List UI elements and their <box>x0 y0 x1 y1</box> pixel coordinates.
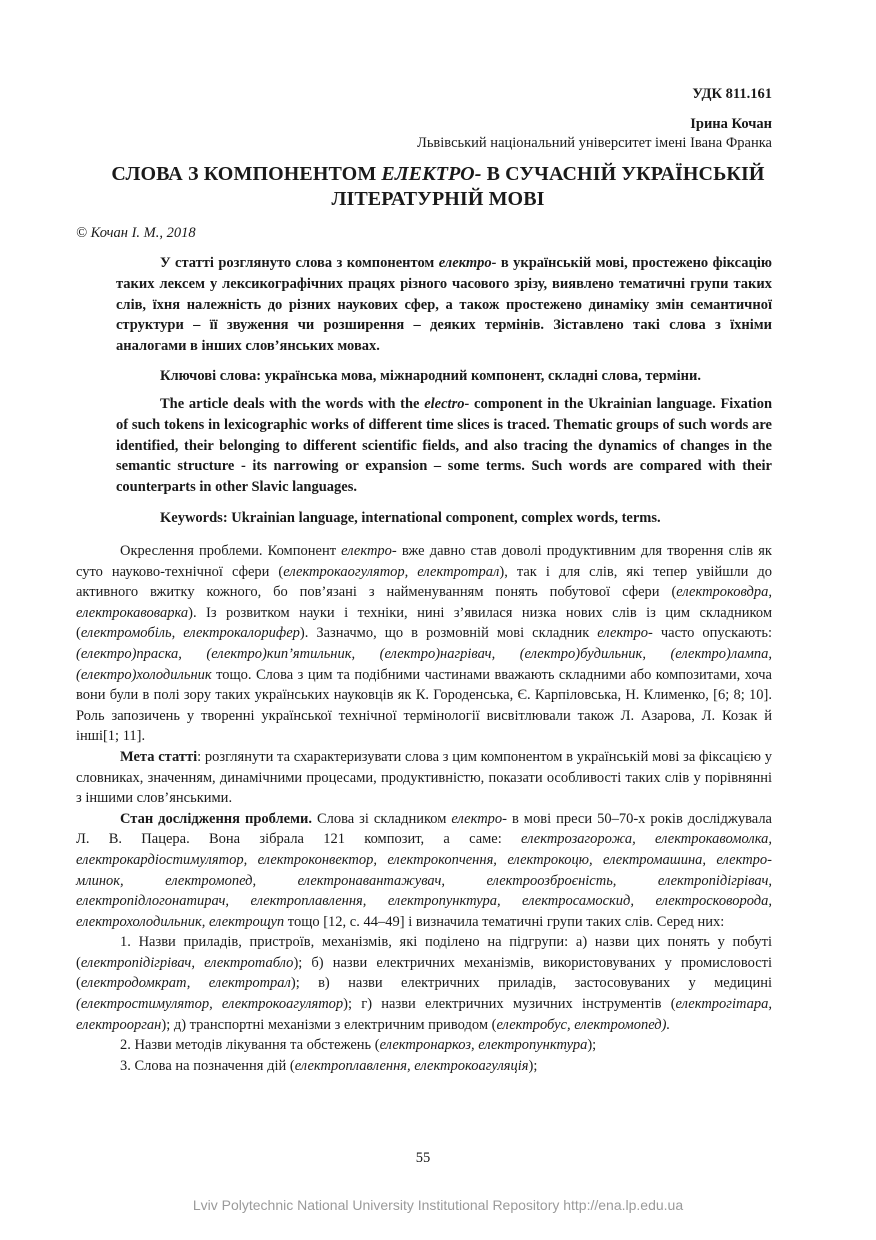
udk-code: УДК 811.161 <box>692 86 772 102</box>
text-run: тощо. Слова з цим та подібними частинами вважають складними або композитами, хоча вони були в полі зору таких українських науковців як К. Городенська, Є. Карпіловська, Н. Клименко, [6; 8; 10]. Роль запозичень у творенні української технічної термінології висвітлювали також Л. Азарова, Л. Козак й інші[1; 11]. <box>76 666 772 745</box>
keywords-en-text: Keywords: Ukrainian language, international component, complex words, terms. <box>160 510 661 526</box>
abstract-en-text-2: component in the Ukrainian language. Fixation of such tokens in lexicographic works of different time slices is traced. Thematic groups of such words are identified, their belonging to different scientific fields, and also tracing the dynamics of changes in the semantic structure - its narrowing or expansion – some terms. Such words are compared with their counterparts in other Slavic languages. <box>116 396 773 496</box>
text-run: часто опускають: <box>652 625 773 642</box>
italic-term: (електростимулятор, електрокоагулятор <box>76 996 344 1013</box>
italic-term: електрокаогулятор, електротрал <box>283 563 500 580</box>
abstract-uk-italic: електро- <box>438 255 497 271</box>
text-run: Слова зі складником <box>311 810 452 827</box>
text-run: ). Із розвитком науки і техніки, нині з’явилася низка нових слів із цим складником ( <box>76 604 772 642</box>
italic-term: електрогітара, електроорган <box>76 996 772 1033</box>
text-run: ); <box>587 1037 597 1054</box>
italic-term: електрозагорожа, електрокавомолка, електрокардіостимулятор, електроконвектор, електрокопчення, електрокоцю, електромашина, електро-млинок, електромопед, електронавантажувач, електроозброєність, електропідігрівач, електропідлогонатирач, електроплавлення, електропунктура, електросамоскид, електросковорода, електрохолодильник, електрощуп <box>76 831 772 930</box>
text-run: Окреслення проблеми. Компонент <box>120 543 342 559</box>
text-run: тощо [12, с. 44–49] і визначила тематичні групи таких слів. Серед них: <box>284 913 725 930</box>
text-run: : розглянути та схарактеризувати слова з цим компонентом в українській мові за фіксацією у словниках, значенням, динамічними процесами, продуктивністю, показати особливості таких слів у порівнянні з іншими слов’янськими. <box>76 748 772 807</box>
italic-term: електронаркоз, електропунктура <box>379 1037 588 1054</box>
italic-term: електропідігрівач, електротабло <box>80 954 294 971</box>
abstract-ukrainian <box>116 253 772 357</box>
text-run: ); б) назви електричних механізмів, використовуваних у промисловості ( <box>76 954 773 992</box>
abstract-uk-text-2: в українській мові, простежено фіксацію таких лексем у лексикографічних працях різного часового зрізу, виявлено тематичні групи таких слів, їхня належність до різних наукових сфер, а також простежено динаміку змін семантичної структури – її звуження чи розширення – деяких термінів. Зіставлено такі слова з їхніми аналогами в інших слов’янських мовах. <box>116 255 772 355</box>
text-run: 2. Назви методів лікування та обстежень ( <box>120 1037 380 1054</box>
keywords-english <box>116 508 772 529</box>
text-run: ); д) транспортні механізми з електричним приводом ( <box>161 1016 497 1033</box>
title-text-2: В СУЧАСНІЙ УКРАЇНСЬКІЙ ЛІТЕРАТУРНІЙ МОВІ <box>331 163 765 210</box>
italic-term: електро- <box>451 810 507 827</box>
article-title <box>60 162 816 212</box>
text-run: ); г) назви електричних музичних інструментів ( <box>343 996 676 1013</box>
paragraph-problem-statement <box>76 541 772 747</box>
list-item-3 <box>76 1056 772 1077</box>
text-run: ); в) назви електричних приладів, застосовуваних у медицині <box>290 975 772 992</box>
article-body <box>76 541 772 1076</box>
list-item-2 <box>76 1035 772 1056</box>
text-run: 3. Слова на позначення дій ( <box>120 1057 295 1074</box>
italic-term: електро- <box>341 543 397 559</box>
bold-heading: Стан дослідження проблеми. <box>120 810 312 827</box>
keywords-uk-text: Ключові слова: українська мова, міжнародний компонент, складні слова, терміни. <box>160 368 701 384</box>
page-number: 55 <box>415 1150 431 1166</box>
text-run: вже давно став доволі продуктивним для творення слів як суто науково-технічної сфери ( <box>76 543 772 580</box>
italic-term: електро- <box>597 625 653 642</box>
italic-term: електроковдра, електрокавоварка <box>76 584 772 621</box>
text-run: 1. Назви приладів, пристроїв, механізмів, які поділено на підгрупи: а) назви цих понять у побуті ( <box>76 934 772 971</box>
repository-footer: Lviv Polytechnic National University Institutional Repository http://ena.lp.edu.ua <box>192 1197 684 1213</box>
paragraph-research-state <box>76 809 772 933</box>
list-item-1 <box>76 932 772 1035</box>
title-italic-prefix: ЕЛЕКТРО- <box>381 163 482 185</box>
italic-term: електромобіль, електрокалорифер <box>80 625 300 642</box>
text-run: ); <box>528 1057 538 1074</box>
author-affiliation: Львівський національний університет імені Івана Франка <box>416 135 772 151</box>
italic-term: електробус, електромопед). <box>496 1016 671 1033</box>
text-run: в мові преси 50–70-х років досліджувала Л. В. Пацера. Вона зібрала 121 композит, а саме: <box>76 810 772 848</box>
bold-heading: Мета статті <box>120 748 198 765</box>
abstract-uk-text-1: У статті розглянуто слова з компонентом <box>160 255 439 271</box>
copyright-line: © Кочан І. М., 2018 <box>76 225 196 241</box>
author-name: Ірина Кочан <box>690 116 772 132</box>
italic-term: електроплавлення, електрокоагуляція <box>294 1057 529 1074</box>
abstract-en-italic: electro- <box>424 396 470 412</box>
italic-term: електродомкрат, електротрал <box>80 975 291 992</box>
italic-term: (електро)праска, (електро)кип’ятильник, (електро)нагрівач, (електро)будильник, (електро)лампа, (електро)холодильник <box>76 645 772 683</box>
text-run: ), так і для слів, які тепер увійшли до активного вжитку кожного, бо пов’язані з найменуванням понять побутової сфери ( <box>76 563 772 601</box>
abstract-en-text-1: The article deals with the words with the <box>160 396 425 412</box>
text-run: ). Зазначмо, що в розмовній мові складник <box>299 625 598 642</box>
paragraph-aim <box>76 747 772 809</box>
title-text-1: СЛОВА З КОМПОНЕНТОМ <box>111 163 382 185</box>
keywords-ukrainian <box>116 366 772 387</box>
abstract-english <box>116 394 772 498</box>
